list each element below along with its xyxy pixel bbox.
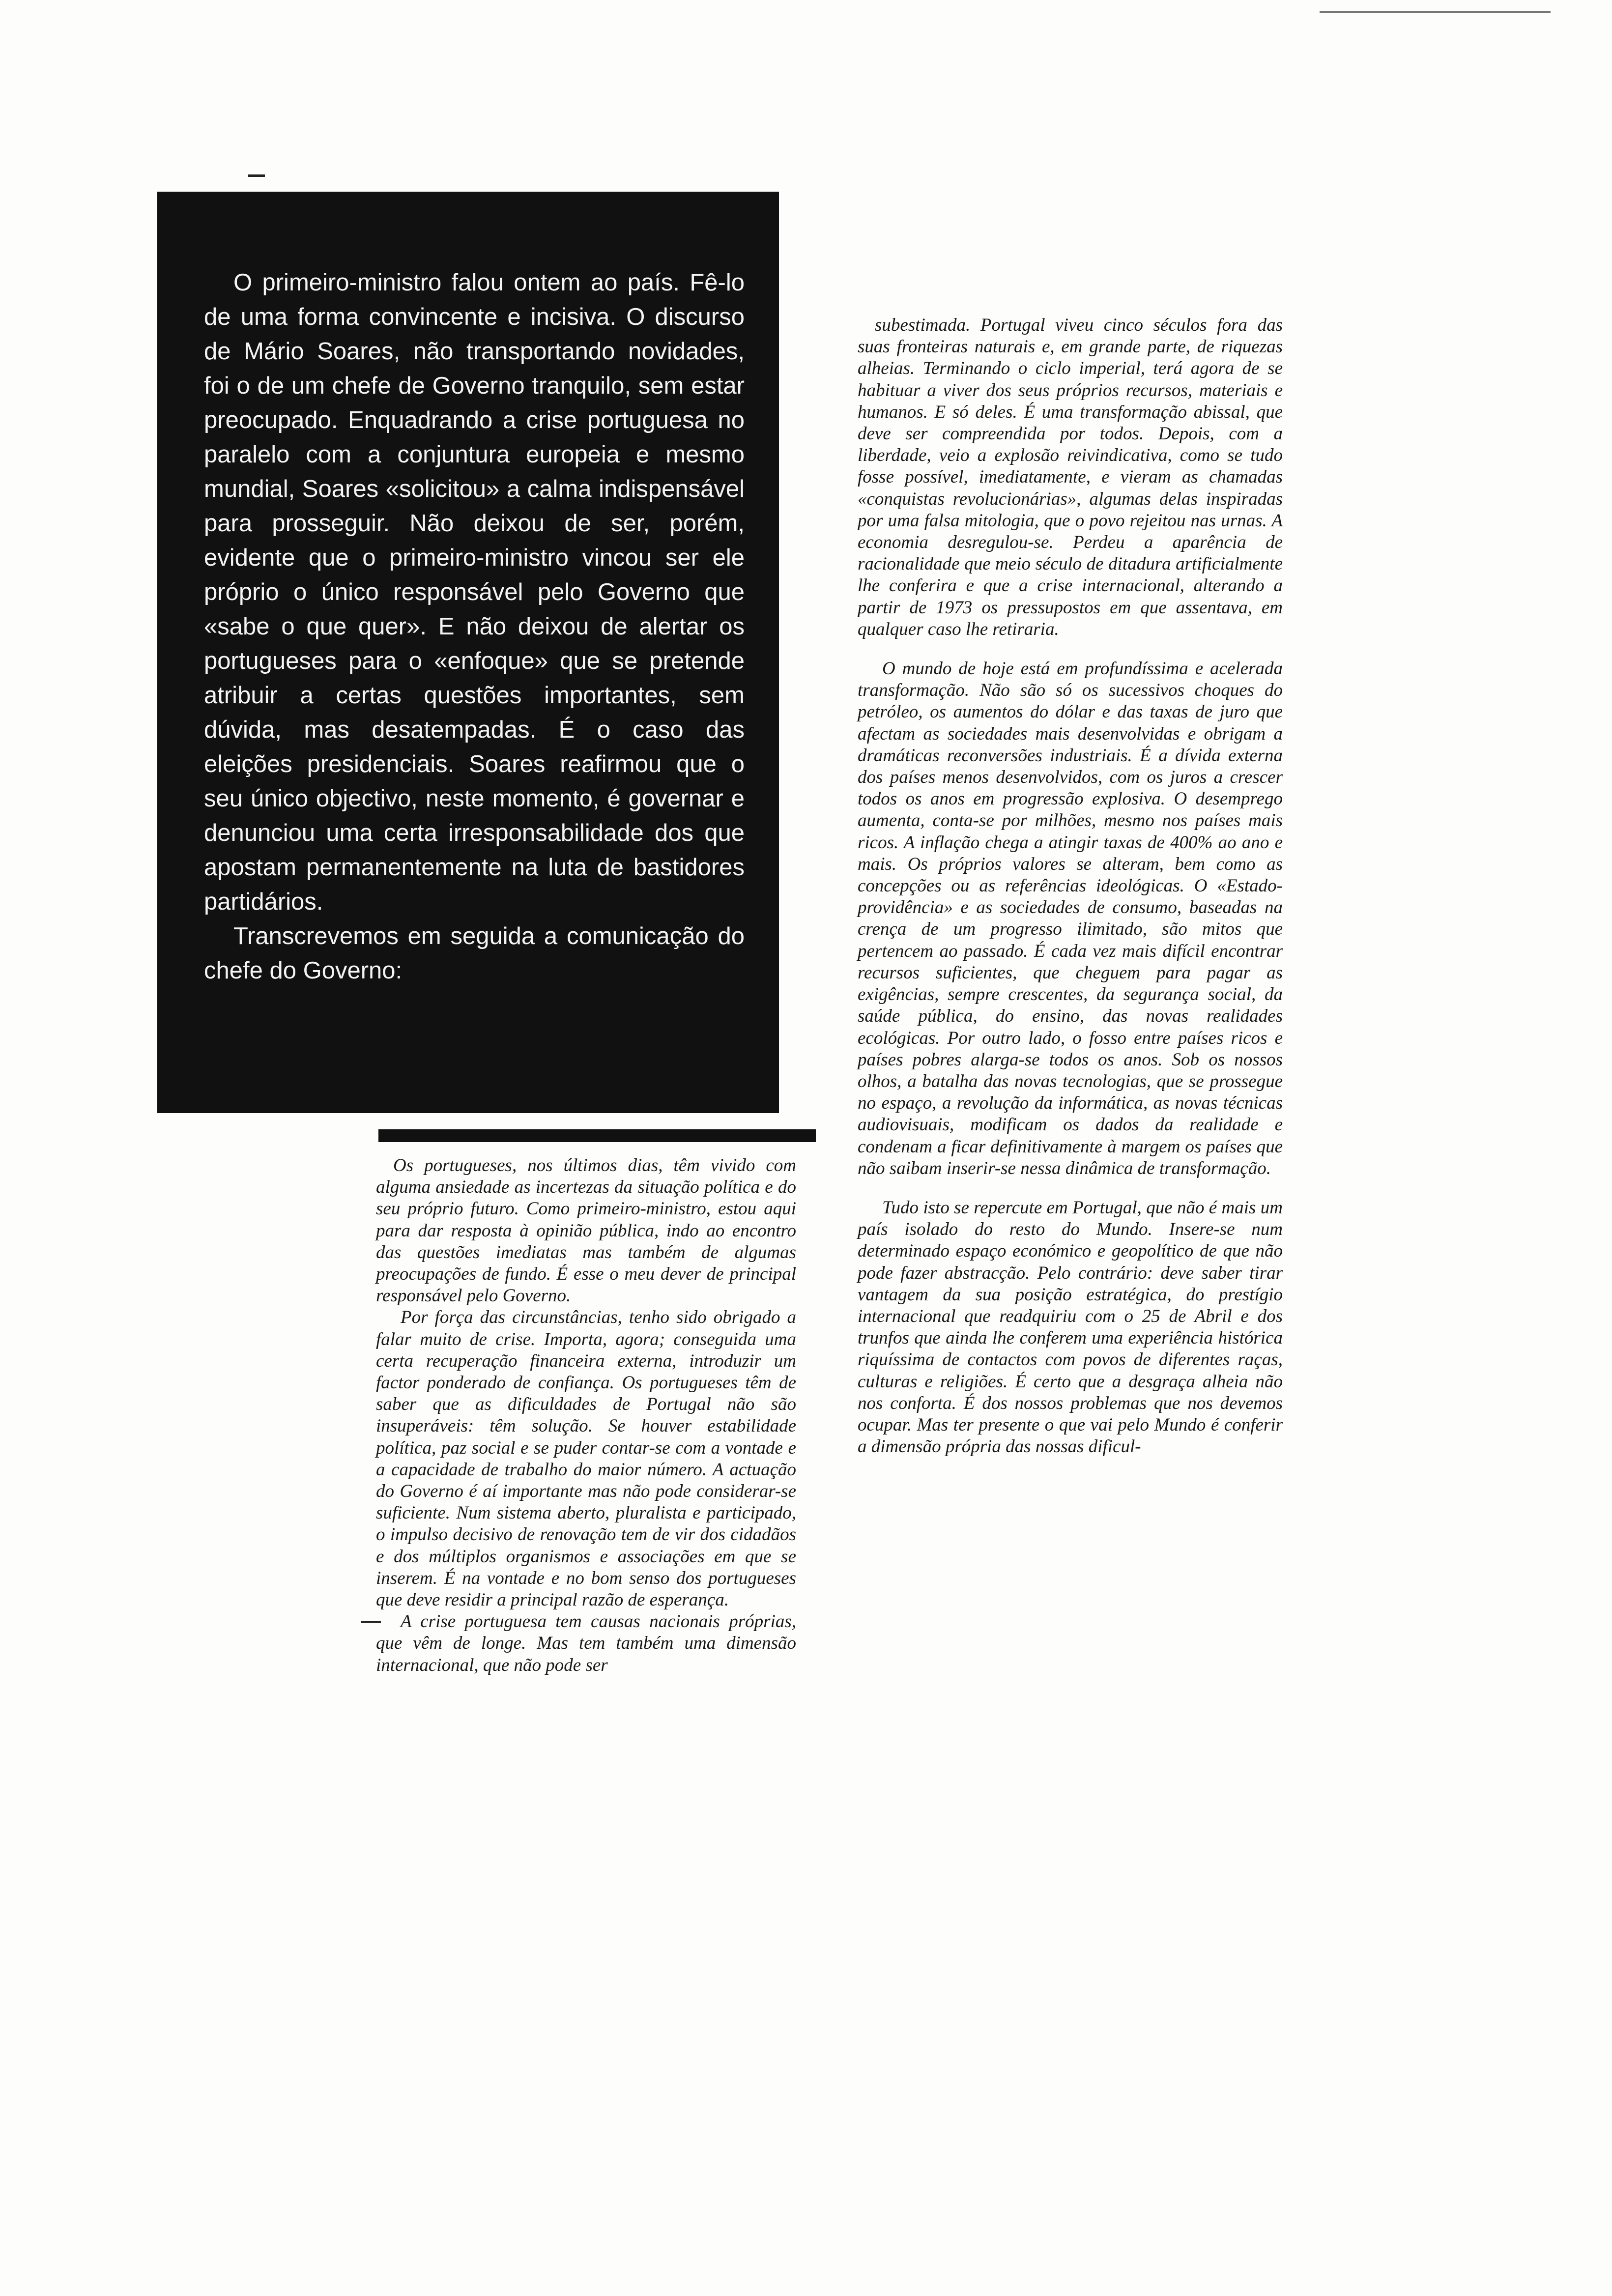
speech-column-right (858, 315, 1283, 1458)
lead-paragraph: Transcrevemos em seguida a comunicação do chefe do Governo: (204, 923, 745, 984)
scan-mark (1320, 11, 1551, 13)
speech-paragraph: subestimada. Portugal viveu cinco séculos fora das suas fronteiras naturais e, em grande parte, de riquezas alheias. Terminando o ciclo imperial, terá agora de se habituar a viver dos seus próprios recursos, materiais e humanos. E só deles. É uma transformação abissal, que deve ser compreendida por todos. Depois, com a liberdade, veio a explosão reivindicativa, como se tudo fosse possível, imediatamente, e vieram as chamadas «conquistas revolucionárias», algumas delas inspiradas por uma falsa mitologia, que o povo rejeitou nas urnas. A economia desregulou-se. Perdeu a aparência de racionalidade que meio século de ditadura artificialmente lhe conferira e que a crise internacional, alterando a partir de 1973 os pressupostos em que assentava, em qualquer caso lhe retiraria. (858, 315, 1283, 639)
speech-paragraph: Por força das circunstâncias, tenho sido obrigado a falar muito de crise. Importa, agora; conseguida uma certa recuperação financeira externa, introduzir um factor ponderado de confiança. Os portugueses têm de saber que as dificuldades de Portugal não são insuperáveis: têm solução. Se houver estabilidade política, paz social e se puder contar-se com a vontade e a capacidade de trabalho do maior número. A actuação do Governo é aí importante mas não pode considerar-se suficiente. Num sistema aberto, pluralista e participado, o impulso decisivo de renovação tem de vir dos cidadãos e dos múltiplos organismos e associações em que se inserem. É na vontade e no bom senso dos portugueses que deve residir a principal razão de esperança. (376, 1307, 796, 1610)
scan-mark (248, 174, 265, 177)
lead-text (204, 265, 745, 988)
speech-column-left (376, 1155, 796, 1676)
lead-paragraph: O primeiro-ministro falou ontem ao país. Fê-lo de uma forma convincente e incisiva. O discurso de Mário Soares, não transportando novidades, foi o de um chefe de Governo tranquilo, sem estar preocupado. Enquadrando a crise portuguesa no paralelo com a conjuntura europeia e mesmo mundial, Soares «solicitou» a calma indispensável para prosseguir. Não deixou de ser, porém, evidente que o primeiro-ministro vincou ser ele próprio o único responsável pelo Governo que «sabe o que quer». E não deixou de alertar os portugueses para o «enfoque» que se pretende atribuir a certas questões importantes, sem dúvida, mas desatempadas. É o caso das eleições presidenciais. Soares reafirmou que o seu único objectivo, neste momento, é governar e denunciou uma certa irresponsabilidade dos que apostam permanentemente na luta de bastidores partidários. (204, 269, 745, 915)
speech-paragraph: Tudo isto se repercute em Portugal, que não é mais um país isolado do resto do Mundo. Insere-se num determinado espaço económico e geopolítico de que não pode fazer abstracção. Pelo contrário: deve saber tirar vantagem da sua posição estratégica, do prestígio internacional que readquiriu com o 25 de Abril e dos trunfos que ainda lhe conferem uma experiência histórica riquíssima de contactos com povos de diferentes raças, culturas e religiões. É certo que a desgraça alheia não nos conforta. É dos nossos problemas que nos devemos ocupar. Mas ter presente o que vai pelo Mundo é conferir a dimensão própria das nossas dificul- (858, 1197, 1283, 1457)
lead-box (157, 192, 779, 1113)
section-rule (378, 1129, 816, 1142)
speech-paragraph: A crise portuguesa tem causas nacionais próprias, que vêm de longe. Mas tem também uma dimensão internacional, que não pode ser (376, 1611, 796, 1675)
speech-paragraph: O mundo de hoje está em profundíssima e acelerada transformação. Não são só os sucessivos choques do petróleo, os aumentos do dólar e das taxas de juro que afectam as sociedades mais desenvolvidas e obrigam a dramáticas reconversões industriais. É a dívida externa dos países menos desenvolvidos, com os juros a crescer todos os anos em progressão explosiva. O desemprego aumenta, conta-se por milhões, mesmo nos países mais ricos. A inflação chega a atingir taxas de 400% ao ano e mais. Os próprios valores se alteram, bem como as concepções ou as referências ideológicas. O «Estado-providência» e as sociedades de consumo, baseadas na crença de um progresso ilimitado, são mitos que pertencem ao passado. É cada vez mais difícil encontrar recursos suficientes, que cheguem para pagar as exigências, sempre crescentes, da segurança social, da saúde pública, do ensino, das novas realidades ecológicas. Por outro lado, o fosso entre países ricos e países pobres alarga-se todos os anos. Sob os nossos olhos, a batalha das novas tecnologias, que se prossegue no espaço, a revolução da informática, as novas técnicas audiovisuais, modificam os dados da realidade e condenam a ficar definitivamente à margem os países que não saibam inserir-se nessa dinâmica de transformação. (858, 659, 1283, 1178)
speech-paragraph: Os portugueses, nos últimos dias, têm vivido com alguma ansiedade as incertezas da situação política e do seu próprio futuro. Como primeiro-ministro, estou aqui para dar resposta à opinião pública, indo ao encontro das questões imediatas mas também de algumas preocupações de fundo. É esse o meu dever de principal responsável pelo Governo. (376, 1155, 796, 1306)
